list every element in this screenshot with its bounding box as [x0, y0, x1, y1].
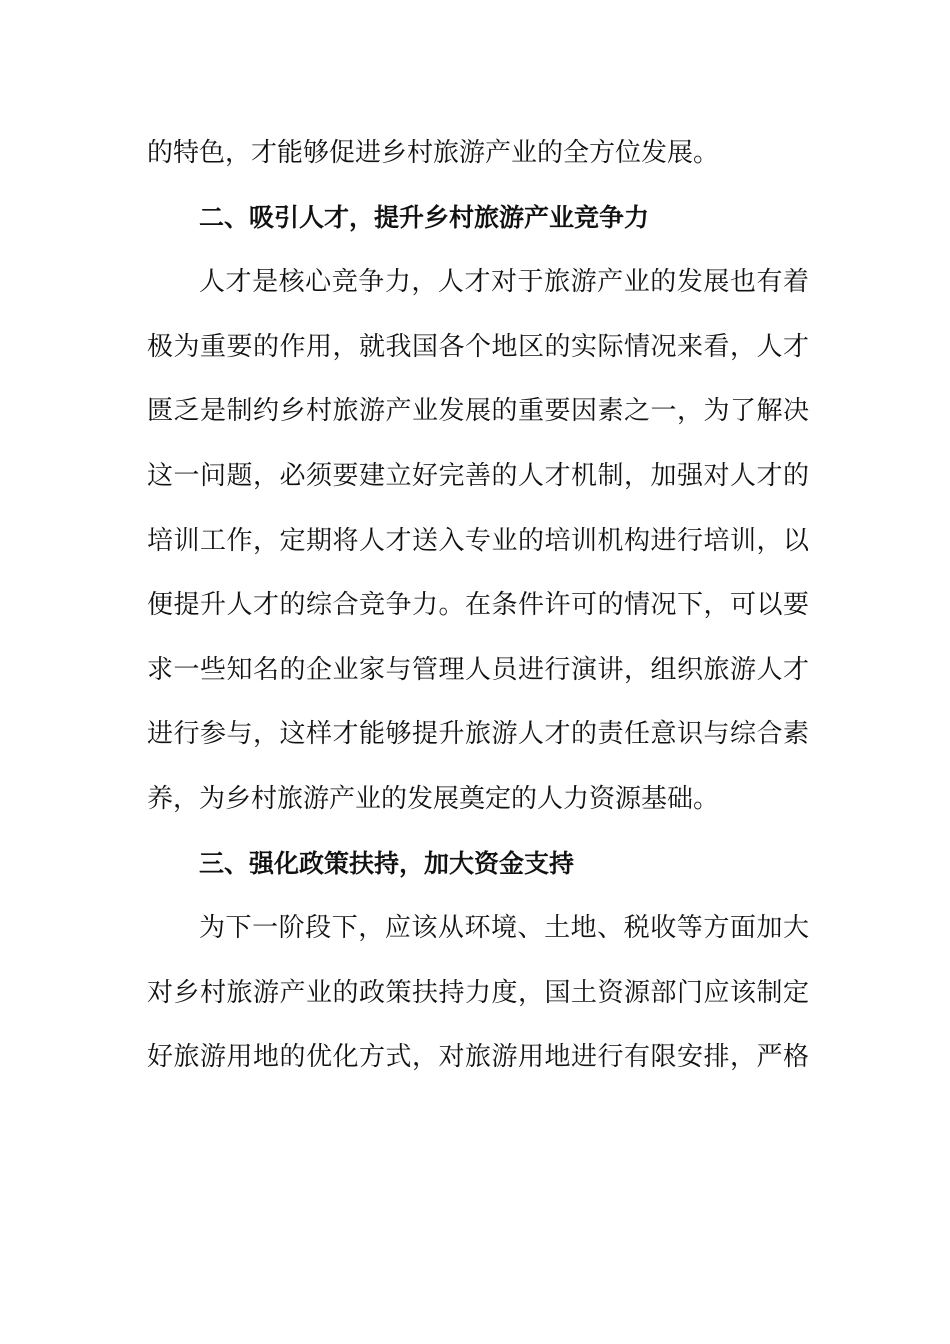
- paragraph-line: 为下一阶段下，应该从环境、土地、税收等方面加大: [199, 913, 809, 944]
- paragraph-line: 养，为乡村旅游产业的发展奠定的人力资源基础。: [147, 783, 720, 814]
- paragraph-line: 好旅游用地的优化方式，对旅游用地进行有限安排，严格: [147, 1042, 809, 1073]
- paragraph-line: 求一些知名的企业家与管理人员进行演讲，组织旅游人才: [147, 654, 809, 685]
- paragraph-line: 进行参与，这样才能够提升旅游人才的责任意识与综合素: [147, 719, 809, 750]
- paragraph-line: 人才是核心竞争力，人才对于旅游产业的发展也有着: [199, 267, 809, 298]
- paragraph-line: 这一问题，必须要建立好完善的人才机制，加强对人才的: [147, 460, 809, 491]
- paragraph-line: 的特色，才能够促进乡村旅游产业的全方位发展。: [147, 138, 720, 168]
- paragraph-line: 便提升人才的综合竞争力。在条件许可的情况下，可以要: [147, 590, 809, 621]
- paragraph-line: 匮乏是制约乡村旅游产业发展的重要因素之一，为了解决: [147, 396, 809, 427]
- document-body: [147, 121, 809, 1090]
- paragraph-line: 培训工作，定期将人才送入专业的培训机构进行培训，以: [147, 525, 809, 556]
- paragraph-line: 极为重要的作用，就我国各个地区的实际情况来看，人才: [147, 331, 809, 362]
- section-heading: 二、吸引人才，提升乡村旅游产业竞争力: [199, 202, 650, 232]
- paragraph-line: 对乡村旅游产业的政策扶持力度，国土资源部门应该制定: [147, 977, 809, 1008]
- section-heading: 三、强化政策扶持，加大资金支持: [199, 848, 575, 878]
